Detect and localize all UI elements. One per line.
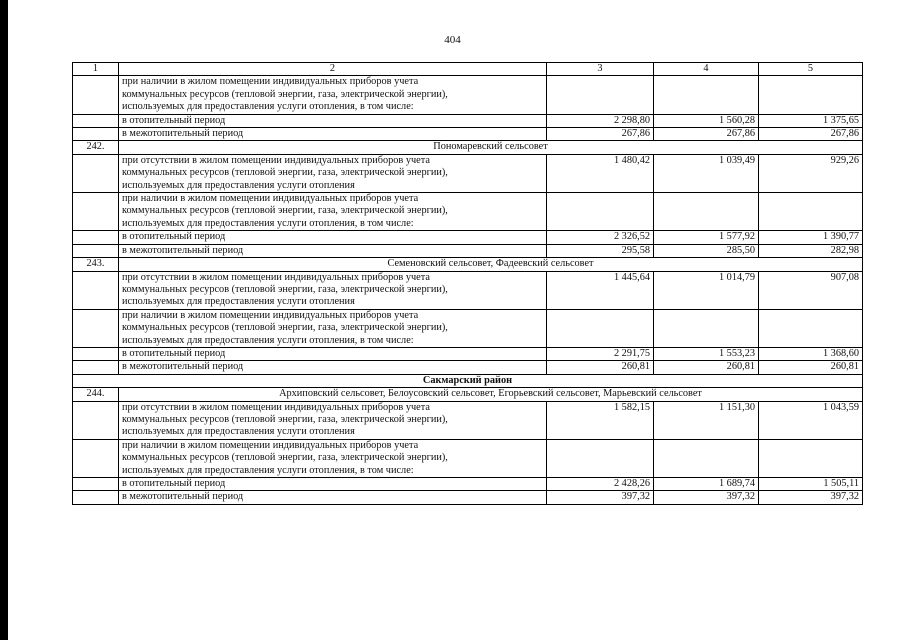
row-label: в отопительный период — [119, 478, 547, 491]
value-cell — [654, 439, 759, 477]
row-label — [119, 193, 547, 231]
text-line: при наличии в жилом помещении индивидуальных приборов учета — [122, 309, 419, 321]
value-cell: 2 326,52 — [547, 231, 654, 244]
row-label: в межотопительный период — [119, 244, 547, 257]
text-line: коммунальных ресурсов (тепловой энергии, газа, электрической энергии), — [122, 283, 448, 295]
table-row — [73, 439, 863, 477]
value-cell: 267,86 — [759, 128, 863, 141]
table-row — [73, 491, 863, 504]
value-cell: 1 560,28 — [654, 114, 759, 127]
text-line: используемых для предоставления услуги отопления, в том числе: — [122, 101, 414, 113]
entry-number: 243. — [73, 258, 119, 271]
value-cell: 282,98 — [759, 244, 863, 257]
column-header: 1 — [73, 63, 119, 76]
value-cell: 2 428,26 — [547, 478, 654, 491]
row-number-cell — [73, 347, 119, 360]
text-line: коммунальных ресурсов (тепловой энергии, газа, электрической энергии), — [122, 322, 448, 334]
value-cell: 397,32 — [759, 491, 863, 504]
table-row — [73, 244, 863, 257]
value-cell — [547, 439, 654, 477]
value-cell: 2 291,75 — [547, 347, 654, 360]
row-label — [119, 271, 547, 309]
text-line: используемых для предоставления услуги отопления, в том числе: — [122, 464, 414, 476]
table-row — [73, 231, 863, 244]
value-cell — [759, 439, 863, 477]
text-line: при отсутствии в жилом помещении индивидуальных приборов учета — [122, 401, 430, 413]
value-cell — [654, 193, 759, 231]
row-label — [119, 76, 547, 114]
value-cell: 1 480,42 — [547, 154, 654, 192]
value-cell: 1 151,30 — [654, 401, 759, 439]
text-line: коммунальных ресурсов (тепловой энергии, газа, электрической энергии), — [122, 88, 448, 100]
column-header: 3 — [547, 63, 654, 76]
row-label: в отопительный период — [119, 231, 547, 244]
row-number-cell — [73, 401, 119, 439]
table-row — [73, 114, 863, 127]
row-number-cell — [73, 244, 119, 257]
district-title: Сакмарский район — [73, 374, 863, 387]
header-row — [73, 63, 863, 76]
value-cell: 397,32 — [547, 491, 654, 504]
value-cell: 1 014,79 — [654, 271, 759, 309]
column-header: 2 — [119, 63, 547, 76]
text-line: при наличии в жилом помещении индивидуальных приборов учета — [122, 193, 419, 205]
entry-title-row — [73, 388, 863, 401]
value-cell: 1 505,11 — [759, 478, 863, 491]
value-cell: 1 577,92 — [654, 231, 759, 244]
text-line: при отсутствии в жилом помещении индивидуальных приборов учета — [122, 271, 430, 283]
row-number-cell — [73, 154, 119, 192]
text-line: используемых для предоставления услуги отопления — [122, 296, 355, 308]
text-line: используемых для предоставления услуги отопления — [122, 179, 355, 191]
text-line: при наличии в жилом помещении индивидуальных приборов учета — [122, 439, 419, 451]
district-row — [73, 374, 863, 387]
table-row — [73, 347, 863, 360]
value-cell — [759, 76, 863, 114]
value-cell: 285,50 — [654, 244, 759, 257]
entry-name: Пономаревский сельсовет — [119, 141, 863, 154]
value-cell: 1 368,60 — [759, 347, 863, 360]
value-cell: 1 689,74 — [654, 478, 759, 491]
row-label: в отопительный период — [119, 347, 547, 360]
tariff-table — [72, 62, 863, 505]
row-number-cell — [73, 271, 119, 309]
column-header: 4 — [654, 63, 759, 76]
table-row — [73, 128, 863, 141]
value-cell: 1 553,23 — [654, 347, 759, 360]
table-row — [73, 271, 863, 309]
row-label — [119, 401, 547, 439]
row-label — [119, 309, 547, 347]
row-number-cell — [73, 193, 119, 231]
row-number-cell — [73, 76, 119, 114]
value-cell: 929,26 — [759, 154, 863, 192]
text-line: коммунальных ресурсов (тепловой энергии, газа, электрической энергии), — [122, 413, 448, 425]
text-line: коммунальных ресурсов (тепловой энергии, газа, электрической энергии), — [122, 205, 448, 217]
value-cell: 1 375,65 — [759, 114, 863, 127]
entry-name: Семеновский сельсовет, Фадеевский сельсовет — [119, 258, 863, 271]
value-cell: 1 582,15 — [547, 401, 654, 439]
row-number-cell — [73, 128, 119, 141]
value-cell: 1 445,64 — [547, 271, 654, 309]
table-row — [73, 193, 863, 231]
text-line: коммунальных ресурсов (тепловой энергии, газа, электрической энергии), — [122, 167, 448, 179]
value-cell: 267,86 — [547, 128, 654, 141]
column-header: 5 — [759, 63, 863, 76]
entry-title-row — [73, 258, 863, 271]
value-cell — [547, 76, 654, 114]
row-label: в межотопительный период — [119, 128, 547, 141]
row-number-cell — [73, 361, 119, 374]
value-cell — [759, 193, 863, 231]
row-label — [119, 154, 547, 192]
row-number-cell — [73, 478, 119, 491]
table-row — [73, 401, 863, 439]
value-cell — [759, 309, 863, 347]
value-cell — [547, 193, 654, 231]
value-cell: 267,86 — [654, 128, 759, 141]
text-line: используемых для предоставления услуги отопления, в том числе: — [122, 217, 414, 229]
page-number: 404 — [444, 34, 461, 46]
value-cell: 907,08 — [759, 271, 863, 309]
table-row — [73, 309, 863, 347]
value-cell: 1 043,59 — [759, 401, 863, 439]
value-cell: 397,32 — [654, 491, 759, 504]
value-cell: 260,81 — [654, 361, 759, 374]
row-number-cell — [73, 114, 119, 127]
text-line: используемых для предоставления услуги отопления — [122, 426, 355, 438]
table-row — [73, 478, 863, 491]
value-cell: 1 390,77 — [759, 231, 863, 244]
entry-number: 242. — [73, 141, 119, 154]
value-cell: 260,81 — [759, 361, 863, 374]
row-number-cell — [73, 309, 119, 347]
left-binding-bar — [0, 0, 8, 640]
row-label: в отопительный период — [119, 114, 547, 127]
row-label: в межотопительный период — [119, 361, 547, 374]
row-label: в межотопительный период — [119, 491, 547, 504]
text-line: при наличии в жилом помещении индивидуальных приборов учета — [122, 76, 419, 88]
row-number-cell — [73, 439, 119, 477]
row-number-cell — [73, 491, 119, 504]
value-cell: 2 298,80 — [547, 114, 654, 127]
table-row — [73, 361, 863, 374]
text-line: коммунальных ресурсов (тепловой энергии, газа, электрической энергии), — [122, 452, 448, 464]
value-cell — [654, 76, 759, 114]
text-line: используемых для предоставления услуги отопления, в том числе: — [122, 334, 414, 346]
value-cell — [654, 309, 759, 347]
value-cell: 295,58 — [547, 244, 654, 257]
table-row — [73, 76, 863, 114]
value-cell: 260,81 — [547, 361, 654, 374]
table-row — [73, 154, 863, 192]
entry-number: 244. — [73, 388, 119, 401]
row-label — [119, 439, 547, 477]
entry-title-row — [73, 141, 863, 154]
value-cell: 1 039,49 — [654, 154, 759, 192]
row-number-cell — [73, 231, 119, 244]
text-line: при отсутствии в жилом помещении индивидуальных приборов учета — [122, 154, 430, 166]
entry-name: Архиповский сельсовет, Белоусовский сельсовет, Егорьевский сельсовет, Марьевский сельсовет — [119, 388, 863, 401]
value-cell — [547, 309, 654, 347]
